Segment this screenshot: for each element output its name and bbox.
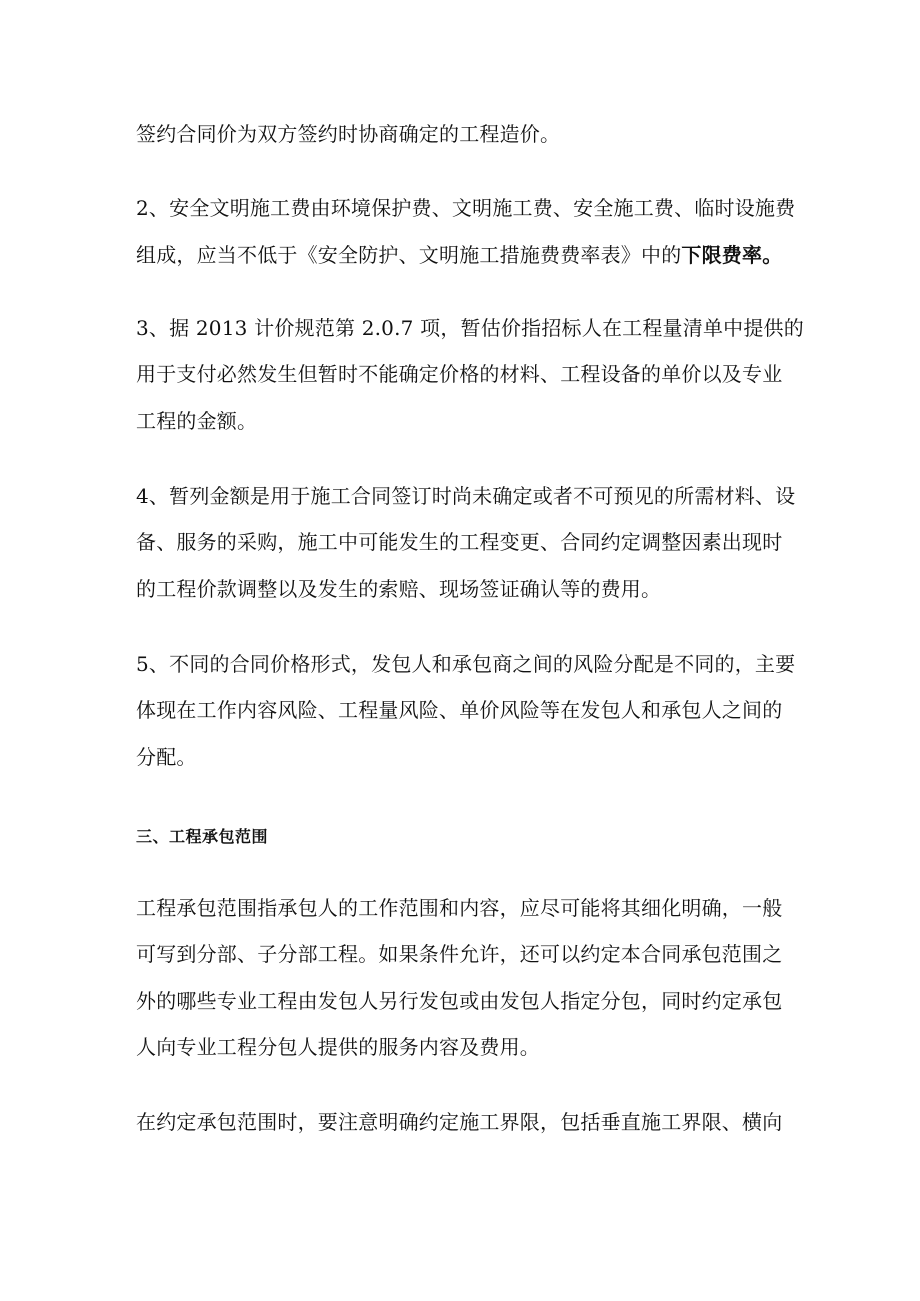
paragraph-line: 分配。 — [136, 745, 197, 769]
paragraph-line: 工程的金额。 — [136, 409, 258, 433]
bold-emphasis-text: 下限费率。 — [681, 243, 783, 267]
paragraph-line — [136, 241, 782, 269]
paragraph-line: 备、服务的采购，施工中可能发生的工程变更、合同约定调整因素出现时 — [136, 530, 783, 554]
paragraph-line: 用于支付必然发生但暂时不能确定价格的材料、工程设备的单价以及专业 — [136, 362, 783, 386]
paragraph-line: 签约合同价为双方签约时协商确定的工程造价。 — [136, 122, 561, 146]
paragraph-line: 在约定承包范围时，要注意明确约定施工界限，包括垂直施工界限、横向 — [136, 1110, 783, 1134]
paragraph-line: 外的哪些专业工程由发包人另行发包或由发包人指定分包，同时约定承包 — [136, 989, 783, 1013]
section-heading: 三、工程承包范围 — [136, 827, 269, 846]
paragraph-line: 体现在工作内容风险、工程量风险、单价风险等在发包人和承包人之间的 — [136, 698, 783, 722]
paragraph-line: 5、不同的合同价格形式，发包人和承包商之间的风险分配是不同的，主要 — [136, 652, 796, 676]
paragraph-line: 2、安全文明施工费由环境保护费、文明施工费、安全施工费、临时设施费 — [136, 196, 796, 220]
paragraph-line: 可写到分部、子分部工程。如果条件允许，还可以约定本合同承包范围之 — [136, 942, 783, 966]
paragraph-line: 3、据 2013 计价规范第 2.0.7 项，暂估价指招标人在工程量清单中提供的 — [136, 316, 804, 340]
paragraph-line: 人向专业工程分包人提供的服务内容及费用。 — [136, 1035, 540, 1059]
paragraph-line: 工程承包范围指承包人的工作范围和内容，应尽可能将其细化明确，一般 — [136, 896, 783, 920]
paragraph-line: 的工程价款调整以及发生的索赔、现场签证确认等的费用。 — [136, 577, 662, 601]
paragraph-text: 组成，应当不低于《安全防护、文明施工措施费费率表》中的 — [136, 243, 682, 267]
paragraph-line: 4、暂列金额是用于施工合同签订时尚未确定或者不可预见的所需材料、设 — [136, 484, 796, 508]
